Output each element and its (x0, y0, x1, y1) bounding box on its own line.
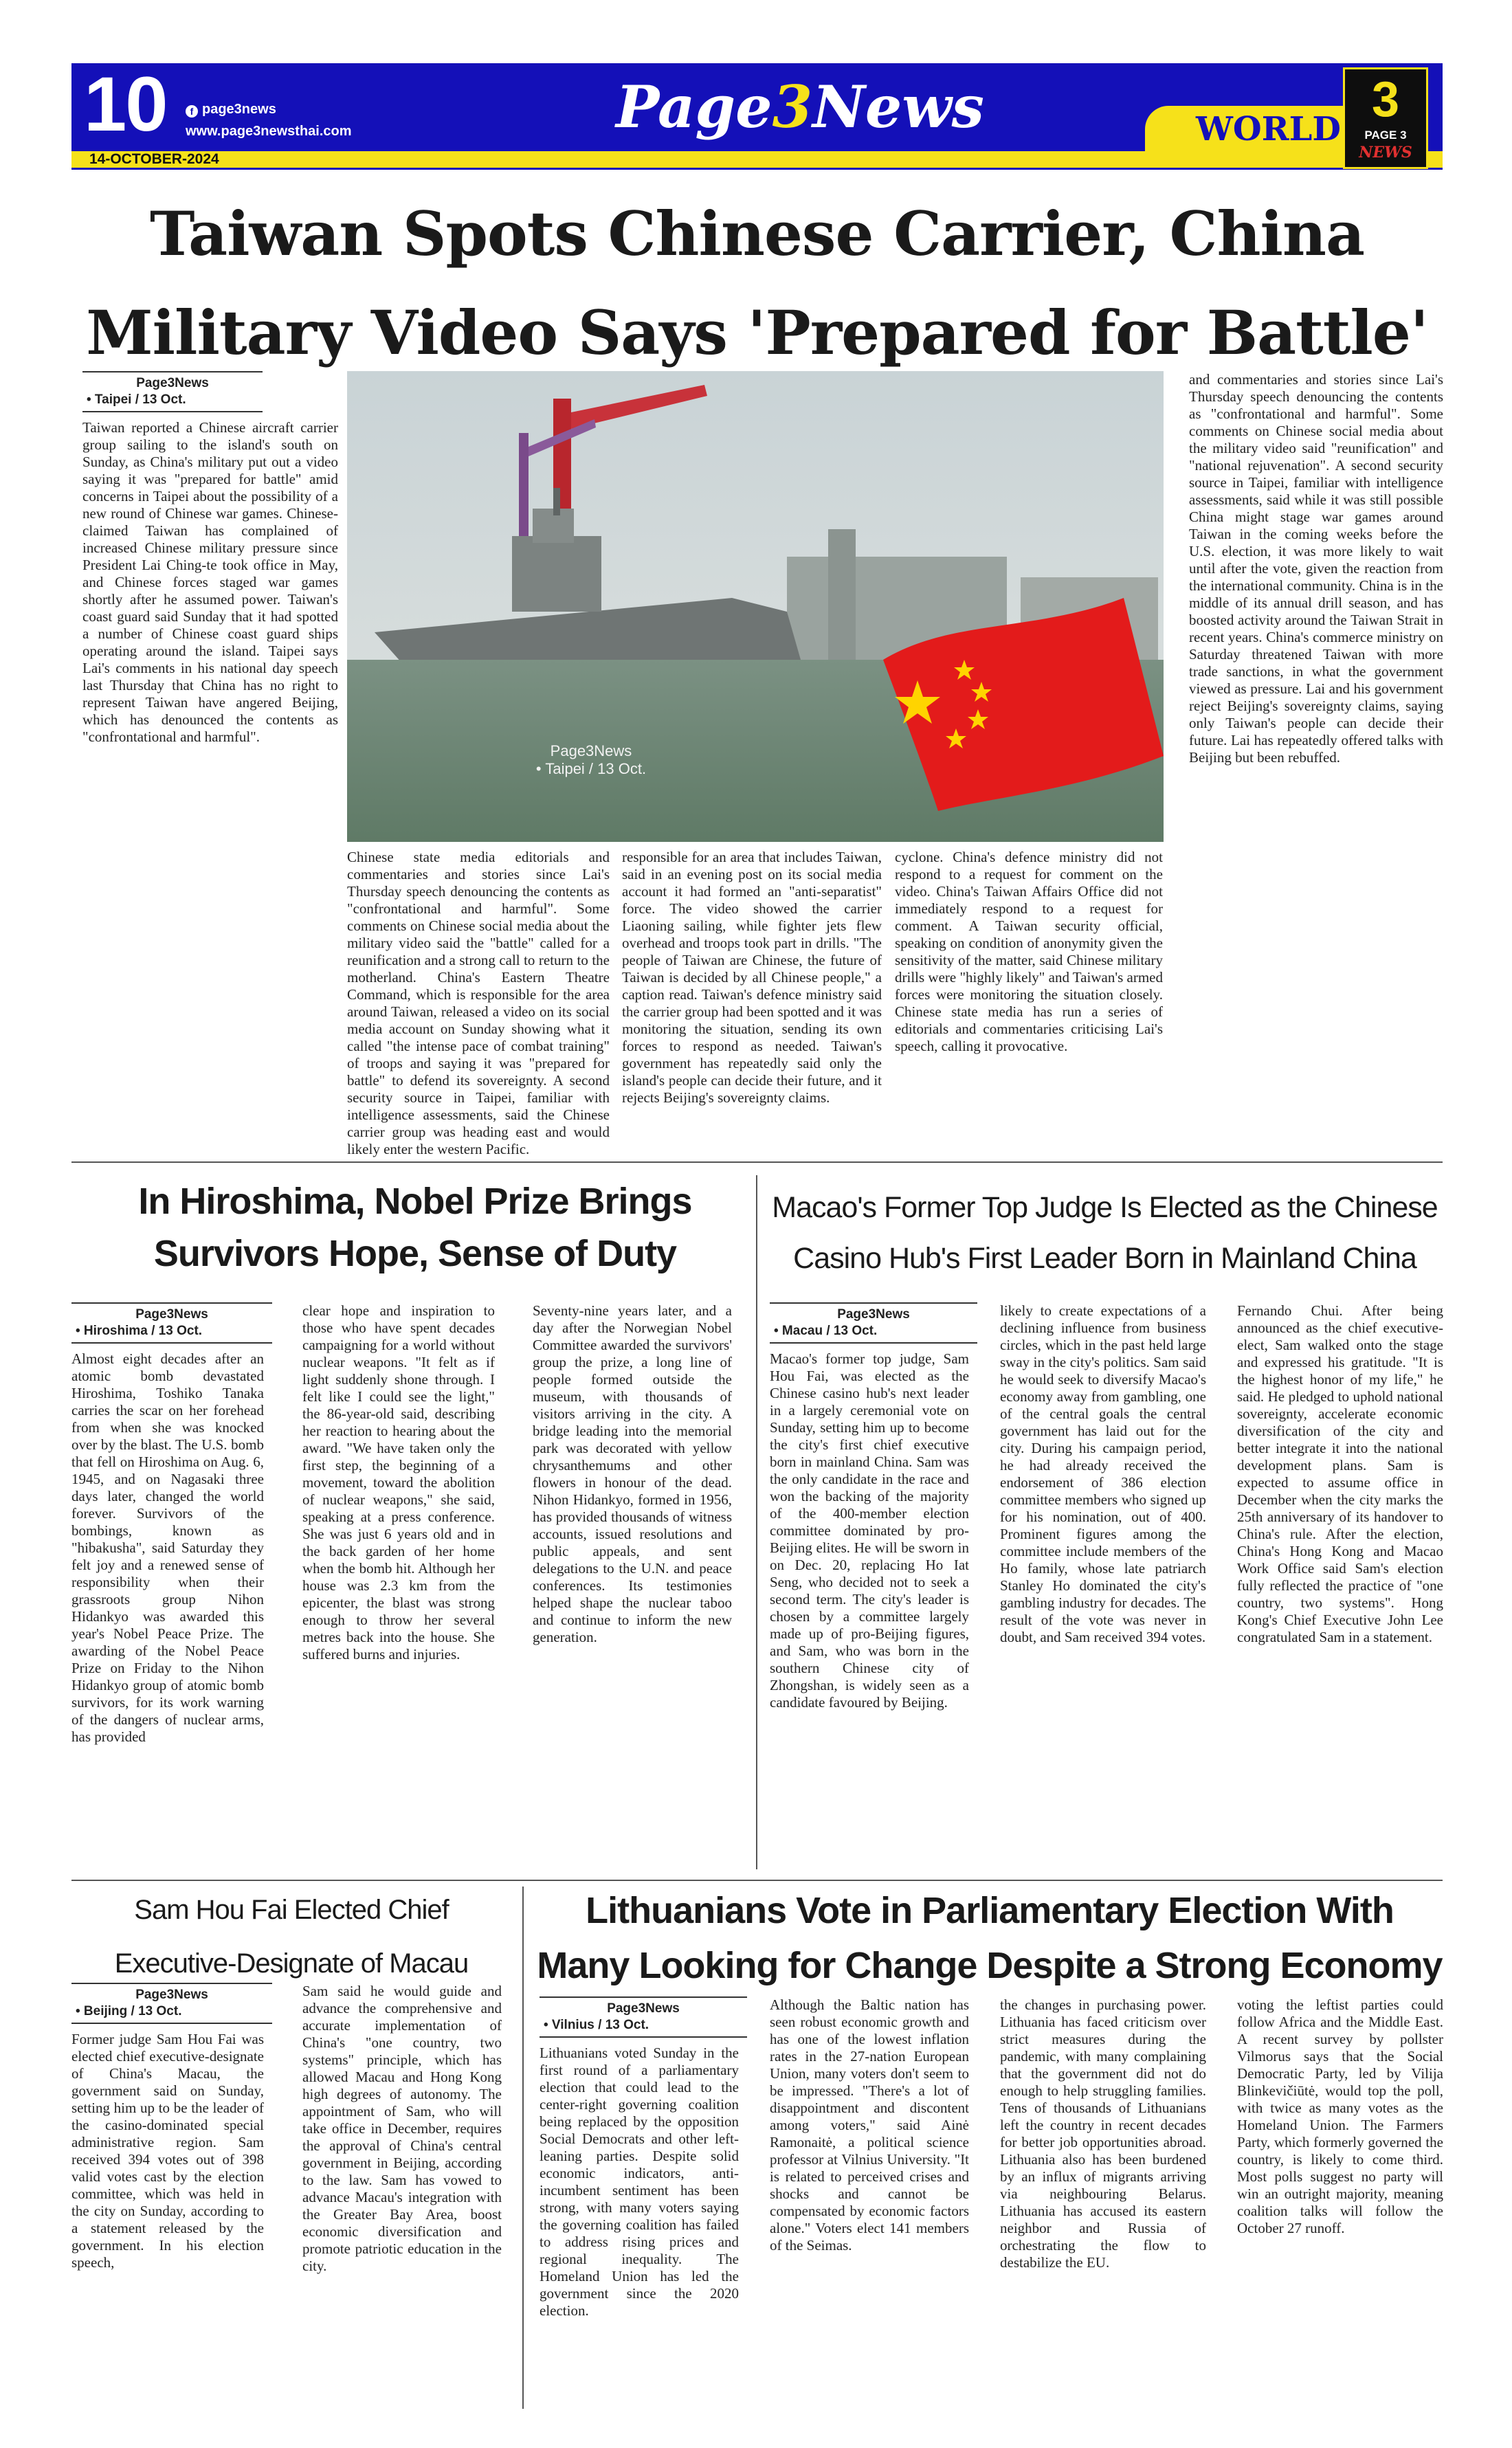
main-col4: cyclone. China's defence ministry did not respond to a request for comment on the video. China's Taiwan Affairs Office did not immediately respond to a request for comment. A Taiwan security official, speaking on condition of anonymity given the sensitivity of the matter, said Chinese military drills were "highly likely" and Taiwan's armed forces were monitoring the situation closely. Chinese state media has run a series of editorials and commentaries criticising Lai's speech, calling it provocative. (895, 849, 1163, 1054)
facebook-handle[interactable] (186, 102, 276, 118)
lithuania-byline-source: Page3News (607, 2001, 680, 2016)
main-col1: Taiwan reported a Chinese aircraft carrier group sailing to the island's south on Sunday, as China's military put out a video saying it was "prepared for battle" amid concerns in Taipei about the possibility of a new round of Chinese war games. Chinese-claimed Taiwan has complained of increased Chinese military pressure since President Lai Ching-te took office in May, and Chinese forces staged war games shortly after he assumed power. Taiwan's coast guard said Sunday that it had spotted a number of Chinese coast guard ships operating around the island. Taipei says Lai's comments in his national day speech last Thursday that China has no right to represent Taiwan have angered Beijing, which has denounced the contents as "confrontational and harmful". (82, 419, 338, 745)
column-divider-2 (522, 1887, 524, 2409)
website-link[interactable]: www.page3newsthai.com (186, 124, 352, 139)
lithuania-col4: voting the leftist parties could follow Africa and the Middle East. A recent survey by pollster Vilmorus says that the Social Democratic Party, led by Vilija Blinkevičiūtė, would top the poll, with twice as many votes as the Homeland Union. The Farmers Party, which formerly governed the country, is likely to come third. Most polls suggest no party will win an outright majority, meaning coalition talks will follow the October 27 runoff. (1237, 1996, 1443, 2236)
header-yellow-strip (71, 151, 1443, 170)
sam-byline-source: Page3News (135, 1988, 208, 2002)
main-col2: Chinese state media editorials and commentaries and stories since Lai's Thursday speech denouncing the contents as "confrontational and harmful". Some comments on Chinese social media about the military video said the "battle" called for a reunification and a strong call to return to the motherland. China's Eastern Theatre Command, which is responsible for the area around Taiwan, released a video on its social media account on Sunday showing what it called "the intense pace of combat training" of troops and saying it was "prepared for battle" to defend its sovereignty. A second security source in Taipei, familiar with intelligence assessments, said the Chinese carrier group was heading east and would likely enter the western Pacific. (347, 849, 610, 1157)
facebook-icon: f (186, 105, 198, 118)
hiroshima-col3: Seventy-nine years later, and a day after the Norwegian Nobel Committee awarded the survivors' group the prize, a long line of people formed outside the museum, with thousands of visitors arriving in the city. A bridge leading into the memorial park was decorated with yellow chrysanthemums and other flowers in honour of the dead. Nihon Hidankyo, formed in 1956, has provided thousands of witness accounts, issued resolutions and public appeals, and sent delegations to the U.N. and peace conferences. Its testimonies helped shape the nuclear taboo and continue to inform the new generation. (533, 1302, 732, 1645)
hiroshima-byline-location: • Hiroshima / 13 Oct. (76, 1324, 203, 1338)
main-col3: responsible for an area that includes Taiwan, said in an evening post on its social media account it had formed an "anti-separatist" force. The video showed the carrier Liaoning sailing, while fighter jets flew overhead and troops took part in drills. "The people of Taiwan are Chinese, the future of Taiwan is decided by all Chinese people," a caption read. Taiwan's defence ministry said the carrier group had been spotted and it was monitoring the situation, sending its own forces to respond as needed. Taiwan's government has repeatedly said only the island's people can decide their future, and it rejects Beijing's sovereignty claims. (622, 849, 882, 1106)
section-divider-2 (71, 1880, 1443, 1881)
sam-byline (71, 1983, 272, 2024)
photo-caption-source: Page3News (550, 742, 632, 759)
main-byline (82, 371, 263, 412)
hiroshima-headline-line2: Survivors Hope, Sense of Duty (153, 1233, 677, 1274)
masthead-logo (608, 73, 992, 142)
macao-judge-byline-source: Page3News (837, 1307, 910, 1322)
lithuania-col1: Lithuanians voted Sunday in the first round of a parliamentary election that could lead to the center-right governing coalition being replaced by the opposition Social Democrats and other left-leaning parties. Despite solid economic indicators, anti-incumbent sentiment has been strong, with many voters saying the governing coalition has failed to address rising prices and regional inequality. The Homeland Union has led the government since the 2020 election. (540, 2045, 739, 2319)
sam-headline (71, 1883, 511, 1990)
main-byline-location: • Taipei / 13 Oct. (87, 392, 186, 407)
hiroshima-headline-line1: In Hiroshima, Nobel Prize Brings (138, 1181, 692, 1222)
badge-line2: NEWS (1359, 144, 1412, 162)
macao-judge-headline-line2: Casino Hub's First Leader Born in Mainland China (793, 1242, 1416, 1275)
main-col5: and commentaries and stories since Lai's Thursday speech denouncing the contents as "confrontational and harmful". Some comments on Chinese social media about the military video said "reunification" and "national rejuvenation". A second security source in Taipei, familiar with intelligence assessments, said while it was still possible China might stage war games around Taiwan in the coming weeks before the U.S. election, it was more likely to wait until after the vote, given the reaction from the international community. China is in the middle of its annual drill season, and has boosted activity around the Taiwan Strait in recent years. China's commerce ministry on Saturday threatened Taiwan with more trade sanctions, in what the government viewed as pressure. Lai and his government reject Beijing's sovereignty claims, saying only Taiwan's people can decide their future. Lai has repeatedly offered talks with Beijing but been rebuffed. (1189, 371, 1443, 766)
lithuania-byline-location: • Vilnius / 13 Oct. (544, 2018, 649, 2032)
main-headline (71, 184, 1443, 382)
macao-judge-headline (766, 1182, 1443, 1284)
lithuania-headline (536, 1883, 1443, 1993)
photo-caption (467, 742, 715, 778)
masthead-left: Page (616, 73, 772, 141)
section-label: WORLD (1196, 110, 1341, 148)
sam-headline-line2: Executive-Designate of Macau (114, 1948, 469, 1979)
main-headline-line1: Taiwan Spots Chinese Carrier, China (150, 198, 1364, 269)
lithuania-headline-line2: Many Looking for Change Despite a Strong Economy (537, 1945, 1443, 1986)
issue-date: 14-OCTOBER-2024 (89, 151, 219, 167)
badge-number: 3 (1371, 72, 1400, 127)
photo-caption-location: • Taipei / 13 Oct. (535, 760, 647, 777)
main-byline-source: Page3News (136, 376, 209, 390)
section-divider-1 (71, 1161, 1443, 1163)
sam-col2: Sam said he would guide and advance the comprehensive and accurate implementation of China's "one country, two systems" principle, which has allowed Macau and Hong Kong high degrees of autonomy. The appointment of Sam, who will take office in December, requires the approval of China's central government in Beijing, according to the law. Sam has vowed to advance Macau's integration with the Greater Bay Area, boost economic diversification and promote patriotic education in the city. (302, 1983, 502, 2274)
macao-judge-col3: Fernando Chui. After being announced as the chief executive-elect, Sam walked onto the stage and expressed his gratitude. "It is the highest honor of my life," he said. He pledged to uphold national sovereignty, accelerate economic diversification of the city and better integrate it into the national development plans. Sam is expected to assume office in December when the city marks the 25th anniversary of its handover to China's rule. After the election, China's Hong Kong and Macao Work Office said Sam's election fully reflected the practice of "one country, two systems". Hong Kong's Chief Executive John Lee congratulated Sam in a statement. (1237, 1302, 1443, 1645)
column-divider (756, 1175, 757, 1869)
sam-col1: Former judge Sam Hou Fai was elected chief executive-designate of China's Macau, the government said on Sunday, setting him up to be the leader of the casino-dominated special administrative region. Sam received 394 votes out of 398 valid votes cast by the election committee, which was held in the city on Sunday, according to a statement released by the government. In his election speech, (71, 2031, 264, 2271)
macao-judge-byline-location: • Macau / 13 Oct. (774, 1324, 878, 1338)
sam-byline-location: • Beijing / 13 Oct. (76, 2004, 182, 2018)
hiroshima-col1: Almost eight decades after an atomic bomb devastated Hiroshima, Toshiko Tanaka carries the scar on her forehead from when she was knocked over by the blast. The U.S. bomb that fell on Hiroshima on Aug. 6, 1945, and on Nagasaki three days later, changed the world forever. Survivors of the bombings, known as "hibakusha", said Saturday they felt joy and a renewed sense of responsibility when their grassroots group Nihon Hidankyo was awarded this year's Nobel Peace Prize. The awarding of the Nobel Peace Prize on Friday to the Nihon Hidankyo group of atomic bomb survivors, for its work warning of the dangers of nuclear arms, has provided (71, 1350, 264, 1745)
lithuania-headline-line1: Lithuanians Vote in Parliamentary Election With (586, 1890, 1394, 1931)
main-headline-line2: Military Video Says 'Prepared for Battle' (86, 297, 1428, 368)
macao-judge-col1: Macao's former top judge, Sam Hou Fai, was elected as the Chinese casino hub's next leader in a largely ceremonial vote on Sunday, setting him up to become the city's first chief executive born in mainland China. Sam was the only candidate in the race and won the backing of the majority of the 400-member election committee dominated by pro-Beijing elites. He will be sworn in on Dec. 20, replacing Ho Iat Seng, who decided not to seek a second term. The city's leader is chosen by a committee largely made up of pro-Beijing figures, and Sam, who was born in the southern Chinese city of Zhongshan, is widely seen as a candidate favoured by Beijing. (770, 1350, 969, 1711)
sam-headline-line1: Sam Hou Fai Elected Chief (134, 1895, 449, 1925)
lithuania-byline (540, 1996, 747, 2038)
hiroshima-byline (71, 1302, 272, 1344)
page-number: 10 (84, 61, 167, 147)
hiroshima-headline (71, 1175, 759, 1280)
hiroshima-col2: clear hope and inspiration to those who have spent decades campaigning for a world without nuclear weapons. "It felt as if light suddenly shone through. I felt like I could see the light," the 86-year-old said, describing her reaction to hearing about the award. "We have taken only the first step, the beginning of a movement, toward the abolition of nuclear weapons," she said, speaking at a press conference. She was just 6 years old and in the back garden of her home when the bomb hit. Although her house was 2.3 km from the epicenter, the blast was strong enough to throw her several metres back into the house. She suffered burns and injuries. (302, 1302, 495, 1662)
masthead-right: News (812, 73, 984, 141)
lithuania-col3: the changes in purchasing power. Lithuania has faced criticism over strict measures during the pandemic, with many complaining that the government did not do enough to help struggling families. Tens of thousands of Lithuanians left the country in recent decades for better job opportunities abroad. Lithuania also has been burdened by an influx of migrants arriving via neighbouring Belarus. Lithuania has accused its eastern neighbor and Russia of orchestrating the flow to destabilize the EU. (1000, 1996, 1206, 2271)
page3news-badge (1343, 67, 1428, 169)
macao-judge-byline (770, 1302, 977, 1344)
masthead-three: 3 (772, 73, 813, 141)
badge-line1: PAGE 3 (1364, 129, 1407, 142)
macao-judge-col2: likely to create expectations of a declining influence from business circles, which in the past held large sway in the city's politics. Sam said he would seek to diversify Macao's economy away from gambling, one of the central goals the central government has laid out for the city. During his campaign period, he had already received the endorsement of 386 election committee members who signed up for his nomination, out of 400. Prominent figures among the committee include members of the Ho family, whose late patriarch Stanley Ho dominated the city's gambling industry for decades. The result of the vote was never in doubt, and Sam received 394 votes. (1000, 1302, 1206, 1645)
facebook-text: page3news (202, 102, 276, 117)
macao-judge-headline-line1: Macao's Former Top Judge Is Elected as the Chinese (772, 1191, 1438, 1224)
hiroshima-byline-source: Page3News (135, 1307, 208, 1322)
lithuania-col2: Although the Baltic nation has seen robust economic growth and has one of the lowest inflation rates in the 27-nation European Union, many voters don't seem to be impressed. "There's a lot of disappointment and discontent among voters," said Ainė Ramonaitė, a political science professor at Vilnius University. "It is related to perceived crises and shocks and cannot be compensated by economic factors alone." Voters elect 141 members of the Seimas. (770, 1996, 969, 2254)
newspaper-header (71, 63, 1443, 175)
